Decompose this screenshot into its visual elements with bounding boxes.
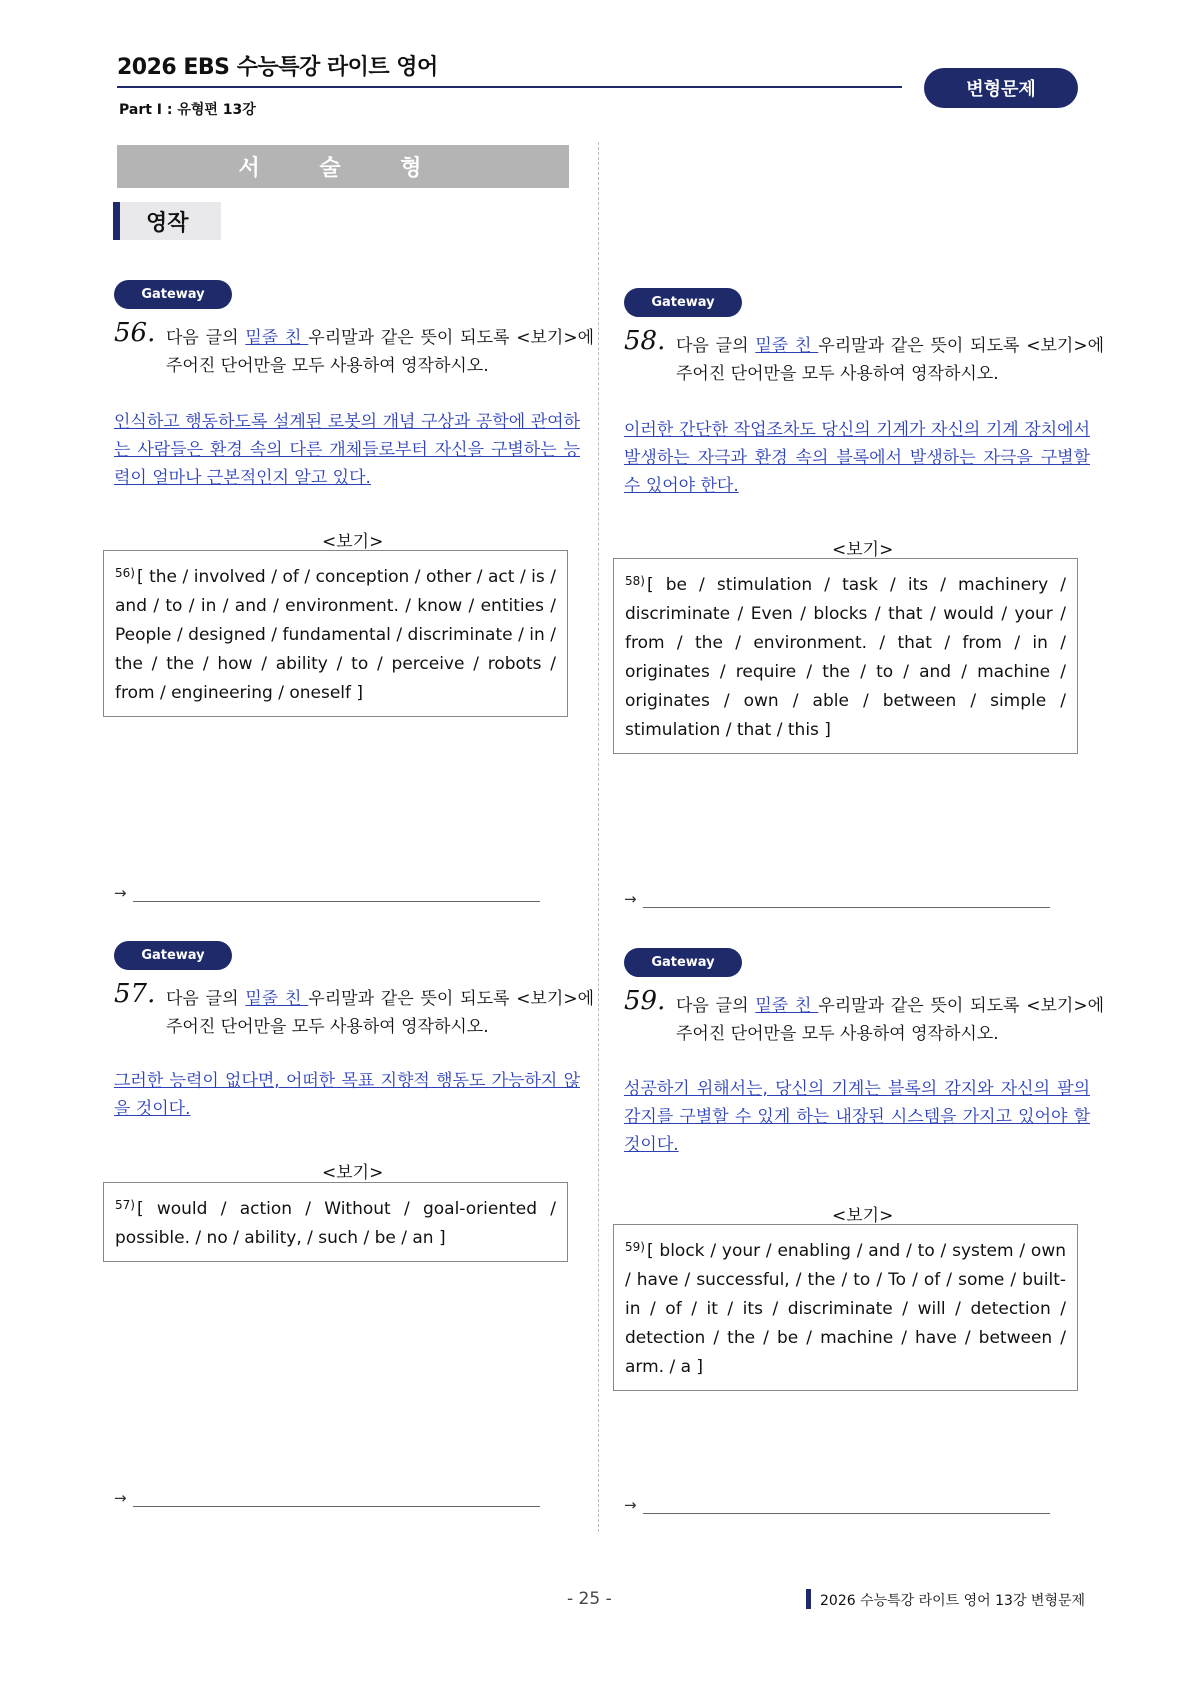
word-box-ref: 59): [625, 1240, 645, 1254]
instruction-underline: 밑줄 친: [245, 328, 309, 348]
question-instruction: 다음 글의 밑줄 친 우리말과 같은 뜻이 되도록 <보기>에 주어진 단어만을 모두 사용하여 영작하시오.: [676, 336, 1105, 384]
korean-passage: 이러한 간단한 작업조차도 당신의 기계가 자신의 기계 장치에서 발생하는 자극과 환경 속의 블록에서 발생하는 자극을 구별할 수 있어야 한다.: [624, 420, 1090, 496]
bogi-label: <보기>: [322, 532, 384, 552]
bogi-label: <보기>: [322, 1163, 384, 1183]
word-box: [613, 558, 1078, 754]
bogi-label: <보기>: [832, 1206, 894, 1226]
word-box-ref: 56): [115, 566, 135, 580]
document-title: 2026 EBS 수능특강 라이트 영어: [117, 55, 438, 80]
word-list: [ block / your / enabling / and / to / system / own / have / successful, / the / to / To / of / some / built-in / of / it / its / discriminate / will / detection / detection / the / be / machine / have / between / arm. / a ]: [625, 1241, 1066, 1377]
question-number: 59.: [624, 986, 666, 1016]
gateway-badge: Gateway: [624, 948, 742, 977]
answer-line[interactable]: [114, 1489, 554, 1507]
subsection-bar: [113, 202, 120, 240]
column-divider: [598, 142, 599, 1532]
question-instruction: 다음 글의 밑줄 친 우리말과 같은 뜻이 되도록 <보기>에 주어진 단어만을 모두 사용하여 영작하시오.: [166, 328, 595, 376]
gateway-badge: Gateway: [114, 280, 232, 309]
korean-passage: 그러한 능력이 없다면, 어떠한 목표 지향적 행동도 가능하지 않을 것이다.: [114, 1071, 580, 1119]
gateway-badge: Gateway: [114, 941, 232, 970]
instruction-underline: 밑줄 친: [755, 996, 819, 1016]
arrow-icon: →: [624, 890, 637, 908]
word-list: [ would / action / Without / goal-oriented / possible. / no / ability, / such / be / an ]: [115, 1199, 556, 1248]
answer-line[interactable]: [114, 884, 554, 902]
footer-text: 2026 수능특강 라이트 영어 13강 변형문제: [820, 1593, 1086, 1609]
word-box: [613, 1224, 1078, 1391]
header-rule: [117, 86, 902, 88]
section-banner: 서 술 형: [117, 145, 569, 188]
instruction-underline: 밑줄 친: [245, 989, 309, 1009]
bogi-label: <보기>: [832, 540, 894, 560]
word-box: [103, 550, 568, 717]
answer-line[interactable]: [624, 890, 1064, 908]
answer-line[interactable]: [624, 1496, 1064, 1514]
word-box-ref: 57): [115, 1198, 135, 1212]
question-instruction: 다음 글의 밑줄 친 우리말과 같은 뜻이 되도록 <보기>에 주어진 단어만을 모두 사용하여 영작하시오.: [166, 989, 595, 1037]
part-label: Part Ⅰ : 유형편 13강: [119, 102, 256, 118]
arrow-icon: →: [114, 884, 127, 902]
subsection-title: 영작: [146, 211, 189, 236]
footer-bar: [806, 1589, 811, 1609]
word-box-ref: 58): [625, 574, 645, 588]
question-number: 58.: [624, 326, 666, 356]
question-number: 56.: [114, 318, 156, 348]
question-instruction: 다음 글의 밑줄 친 우리말과 같은 뜻이 되도록 <보기>에 주어진 단어만을 모두 사용하여 영작하시오.: [676, 996, 1105, 1044]
korean-passage: 성공하기 위해서는, 당신의 기계는 블록의 감지와 자신의 팔의 감지를 구별할 수 있게 하는 내장된 시스템을 가지고 있어야 할 것이다.: [624, 1079, 1090, 1155]
word-box: [103, 1182, 568, 1262]
word-list: [ the / involved / of / conception / other / act / is / and / to / in / and / environment. / know / entities / People / designed / fundamental / discriminate / in / the / the / how / ability / to / perceive / robots / from / engineering / oneself ]: [115, 567, 556, 703]
variant-tag: 변형문제: [924, 68, 1078, 108]
arrow-icon: →: [114, 1489, 127, 1507]
gateway-badge: Gateway: [624, 288, 742, 317]
page-number: - 25 -: [567, 1589, 612, 1609]
question-number: 57.: [114, 979, 156, 1009]
word-list: [ be / stimulation / task / its / machinery / discriminate / Even / blocks / that / would / your / from / the / environment. / that / from / in / originates / require / the / to / and / machine / originates / own / able / between / simple / stimulation / that / this ]: [625, 575, 1066, 740]
instruction-underline: 밑줄 친: [755, 336, 819, 356]
arrow-icon: →: [624, 1496, 637, 1514]
korean-passage: 인식하고 행동하도록 설계된 로봇의 개념 구상과 공학에 관여하는 사람들은 환경 속의 다른 개체들로부터 자신을 구별하는 능력이 얼마나 근본적인지 알고 있다.: [114, 412, 580, 488]
